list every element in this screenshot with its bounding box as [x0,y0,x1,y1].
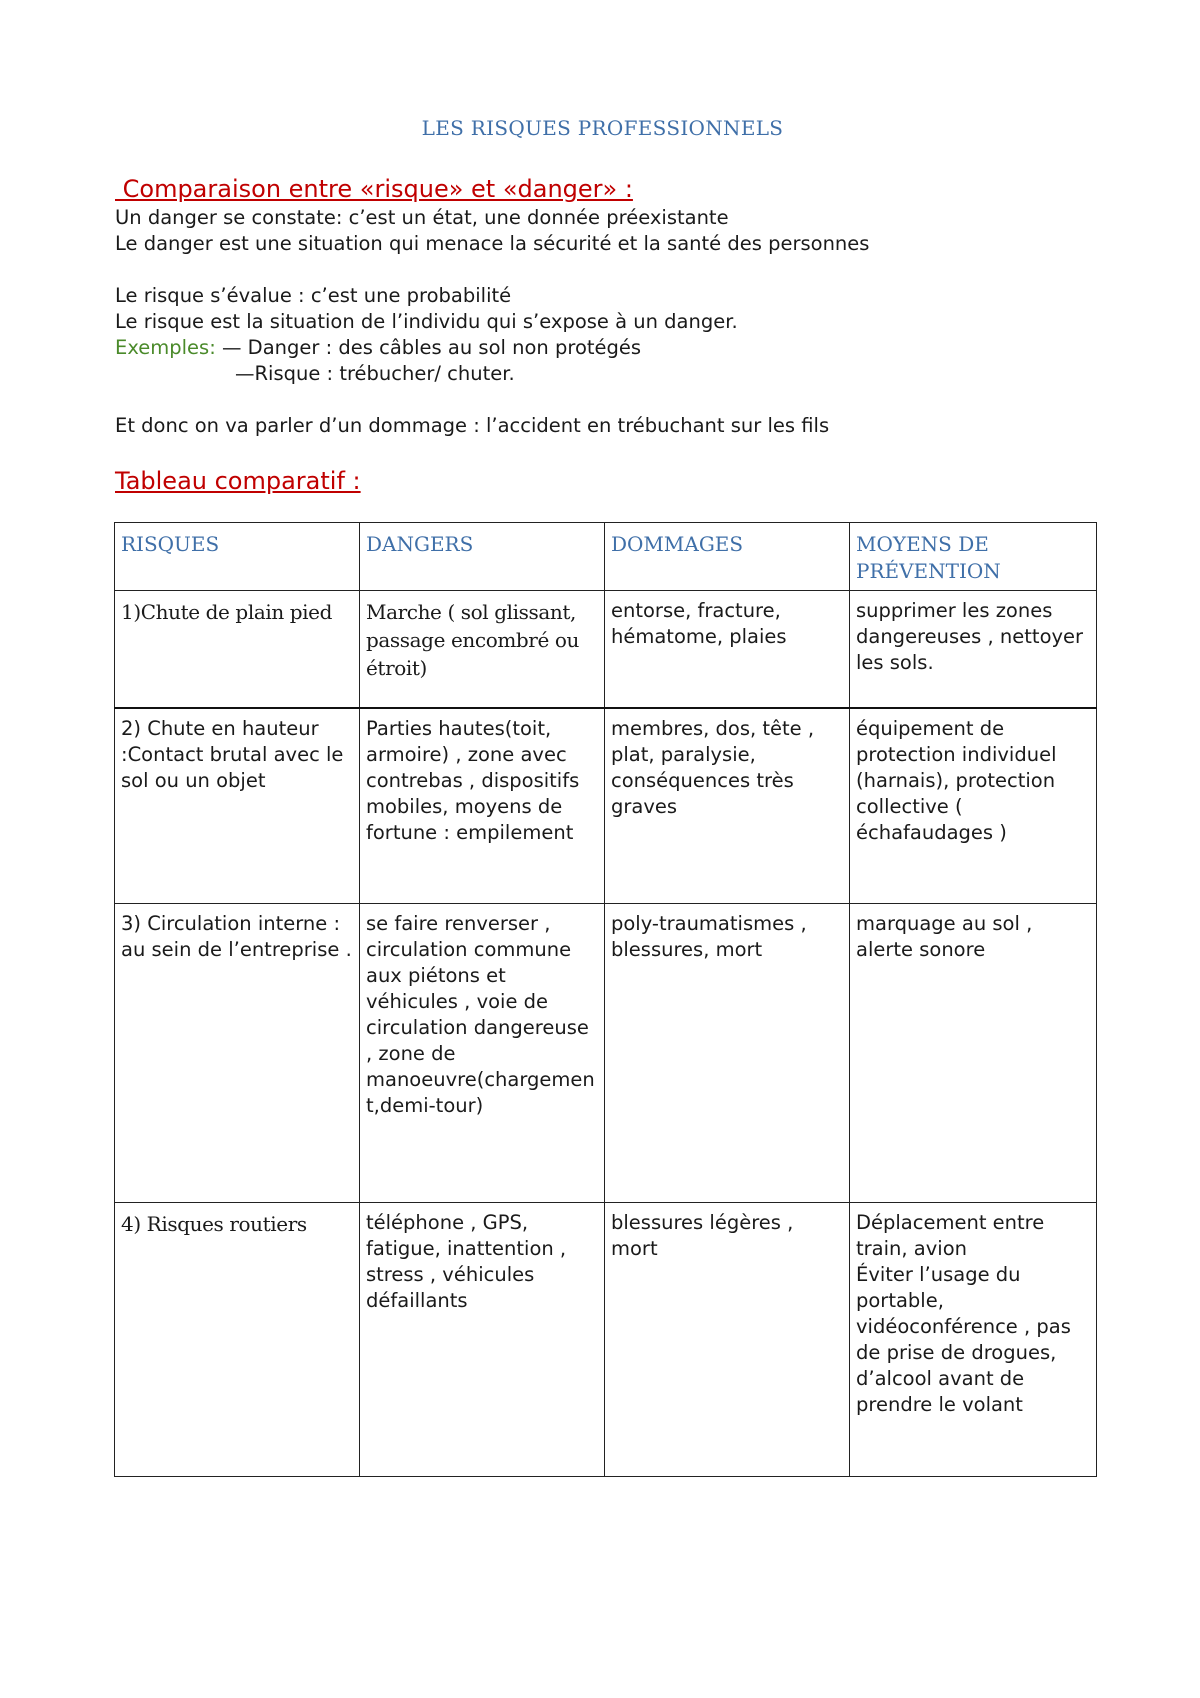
prevention-line-1: Déplacement entre train, avion [856,1211,1045,1260]
comparaison-heading: Comparaison entre «risque» et «danger» : [115,175,633,203]
header-dangers: DANGERS [360,523,605,591]
cell-dommage: blessures légères , mort [605,1203,850,1477]
risque-definition-1: Le risque s’évalue : c’est une probabilité [115,284,512,307]
table-row [115,1203,1097,1477]
exemple-danger: — Danger : des câbles au sol non protégés [215,336,642,359]
cell-danger: Marche ( sol glissant, passage encombré ou étroit) [360,591,605,708]
cell-risque: 4) Risques routiers [115,1203,360,1477]
comparaison-section [115,174,1095,439]
page-title: LES RISQUES PROFESSIONNELS [421,116,784,140]
cell-prevention [850,1203,1097,1477]
spacer [115,257,1095,283]
cell-prevention: supprimer les zones dangereuses , nettoyer les sols. [850,591,1097,708]
spacer [115,387,1095,413]
cell-risque: 3) Circulation interne : au sein de l’entreprise . [115,904,360,1203]
tableau-heading: Tableau comparatif : [115,467,361,495]
header-prevention: MOYENS DE PRÉVENTION [850,523,1097,591]
exemples-label: Exemples: [115,336,216,359]
cell-danger: se faire renverser , circulation commune aux piétons et véhicules , voie de circulation dangereuse , zone de manoeuvre(chargement,demi-tour) [360,904,605,1203]
comparison-table [114,522,1097,1477]
cell-danger: Parties hautes(toit, armoire) , zone avec contrebas , dispositifs mobiles, moyens de fortune : empilement [360,708,605,904]
cell-prevention: marquage au sol , alerte sonore [850,904,1097,1203]
danger-definition-1: Un danger se constate: c’est un état, une donnée préexistante [115,206,729,229]
danger-definition-2: Le danger est une situation qui menace la sécurité et la santé des personnes [115,232,870,255]
table-row [115,904,1097,1203]
exemple-risque: —Risque : trébucher/ chuter. [235,362,515,385]
risque-definition-2: Le risque est la situation de l’individu qui s’expose à un danger. [115,310,738,333]
cell-risque: 2) Chute en hauteur :Contact brutal avec le sol ou un objet [115,708,360,904]
cell-danger: téléphone , GPS, fatigue, inattention , stress , véhicules défaillants [360,1203,605,1477]
header-risques: RISQUES [115,523,360,591]
cell-dommage: poly-traumatismes , blessures, mort [605,904,850,1203]
cell-risque: 1)Chute de plain pied [115,591,360,708]
cell-dommage: entorse, fracture, hématome, plaies [605,591,850,708]
exemple-danger-line [115,335,1095,361]
cell-prevention: équipement de protection individuel (harnais), protection collective ( échafaudages ) [850,708,1097,904]
table-row [115,591,1097,708]
conclusion-text: Et donc on va parler d’un dommage : l’accident en trébuchant sur les fils [115,414,830,437]
cell-dommage: membres, dos, tête , plat, paralysie, conséquences très graves [605,708,850,904]
table-header-row [115,523,1097,591]
table-row [115,708,1097,904]
header-dommages: DOMMAGES [605,523,850,591]
prevention-line-2: Éviter l’usage du portable, vidéoconférence , pas de prise de drogues, d’alcool avant de prendre le volant [856,1263,1071,1416]
